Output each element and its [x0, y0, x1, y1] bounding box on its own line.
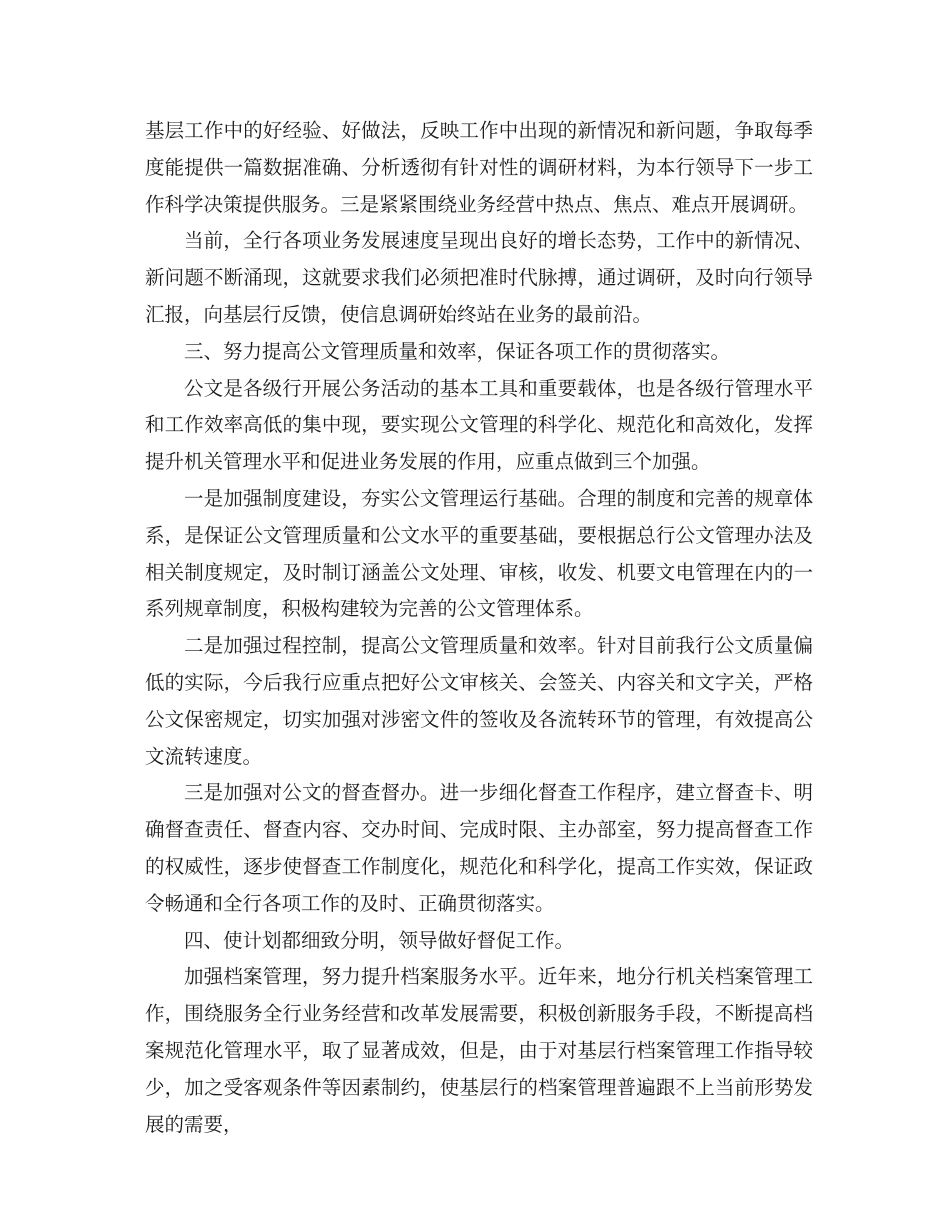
- document-body: [145, 113, 813, 1143]
- section-heading-3: 三、努力提高公文管理质量和效率，保证各项工作的贯彻落实。: [184, 339, 731, 363]
- paragraph-archive-management: 加强档案管理，努力提升档案服务水平。近年来，地分行机关档案管理工作，围绕服务全行业务经营和改革发展需要，积极创新服务手段，不断提高档案规范化管理水平，取了显著成效，但是，由于对基层行档案管理工作指导较少，加之受客观条件等因素制约，使基层行的档案管理普遍跟不上当前形势发展的需要，: [145, 965, 813, 1136]
- section-heading-4: 四、使计划都细致分明，领导做好督促工作。: [184, 928, 575, 952]
- paragraph-document-intro: 公文是各级行开展公务活动的基本工具和重要载体，也是各级行管理水平和工作效率高低的集中现，要实现公文管理的科学化、规范化和高效化，发挥提升机关管理水平和促进业务发展的作用，应重点做到三个加强。: [145, 376, 813, 474]
- paragraph-process-control: 二是加强过程控制，提高公文管理质量和效率。针对目前我行公文质量偏低的实际，今后我行应重点把好公文审核关、会签关、内容关和文字关，严格公文保密规定，切实加强对涉密文件的签收及各流转环节的管理，有效提高公文流转速度。: [145, 634, 813, 768]
- paragraph-system-building: 一是加强制度建设，夯实公文管理运行基础。合理的制度和完善的规章体系，是保证公文管理质量和公文水平的重要基础，要根据总行公文管理办法及相关制度规定，及时制订涵盖公文处理、审核，收发、机要文电管理在内的一系列规章制度，积极构建较为完善的公文管理体系。: [145, 486, 813, 621]
- paragraph-current-situation: 当前，全行各项业务发展速度呈现出良好的增长态势，工作中的新情况、新问题不断涌现，这就要求我们必须把准时代脉搏，通过调研，及时向行领导汇报，向基层行反馈，使信息调研始终站在业务的最前沿。: [145, 229, 813, 326]
- paragraph-supervision: 三是加强对公文的督查督办。进一步细化督查工作程序，建立督查卡、明确督查责任、督查内容、交办时间、完成时限、主办部室，努力提高督查工作的权威性，逐步使督查工作制度化，规范化和科学化，提高工作实效，保证政令畅通和全行各项工作的及时、正确贯彻落实。: [145, 781, 813, 915]
- paragraph-continuation: 基层工作中的好经验、好做法，反映工作中出现的新情况和新问题，争取每季度能提供一篇数据准确、分析透彻有针对性的调研材料，为本行领导下一步工作科学决策提供服务。三是紧紧围绕业务经营中热点、焦点、难点开展调研。: [145, 119, 813, 216]
